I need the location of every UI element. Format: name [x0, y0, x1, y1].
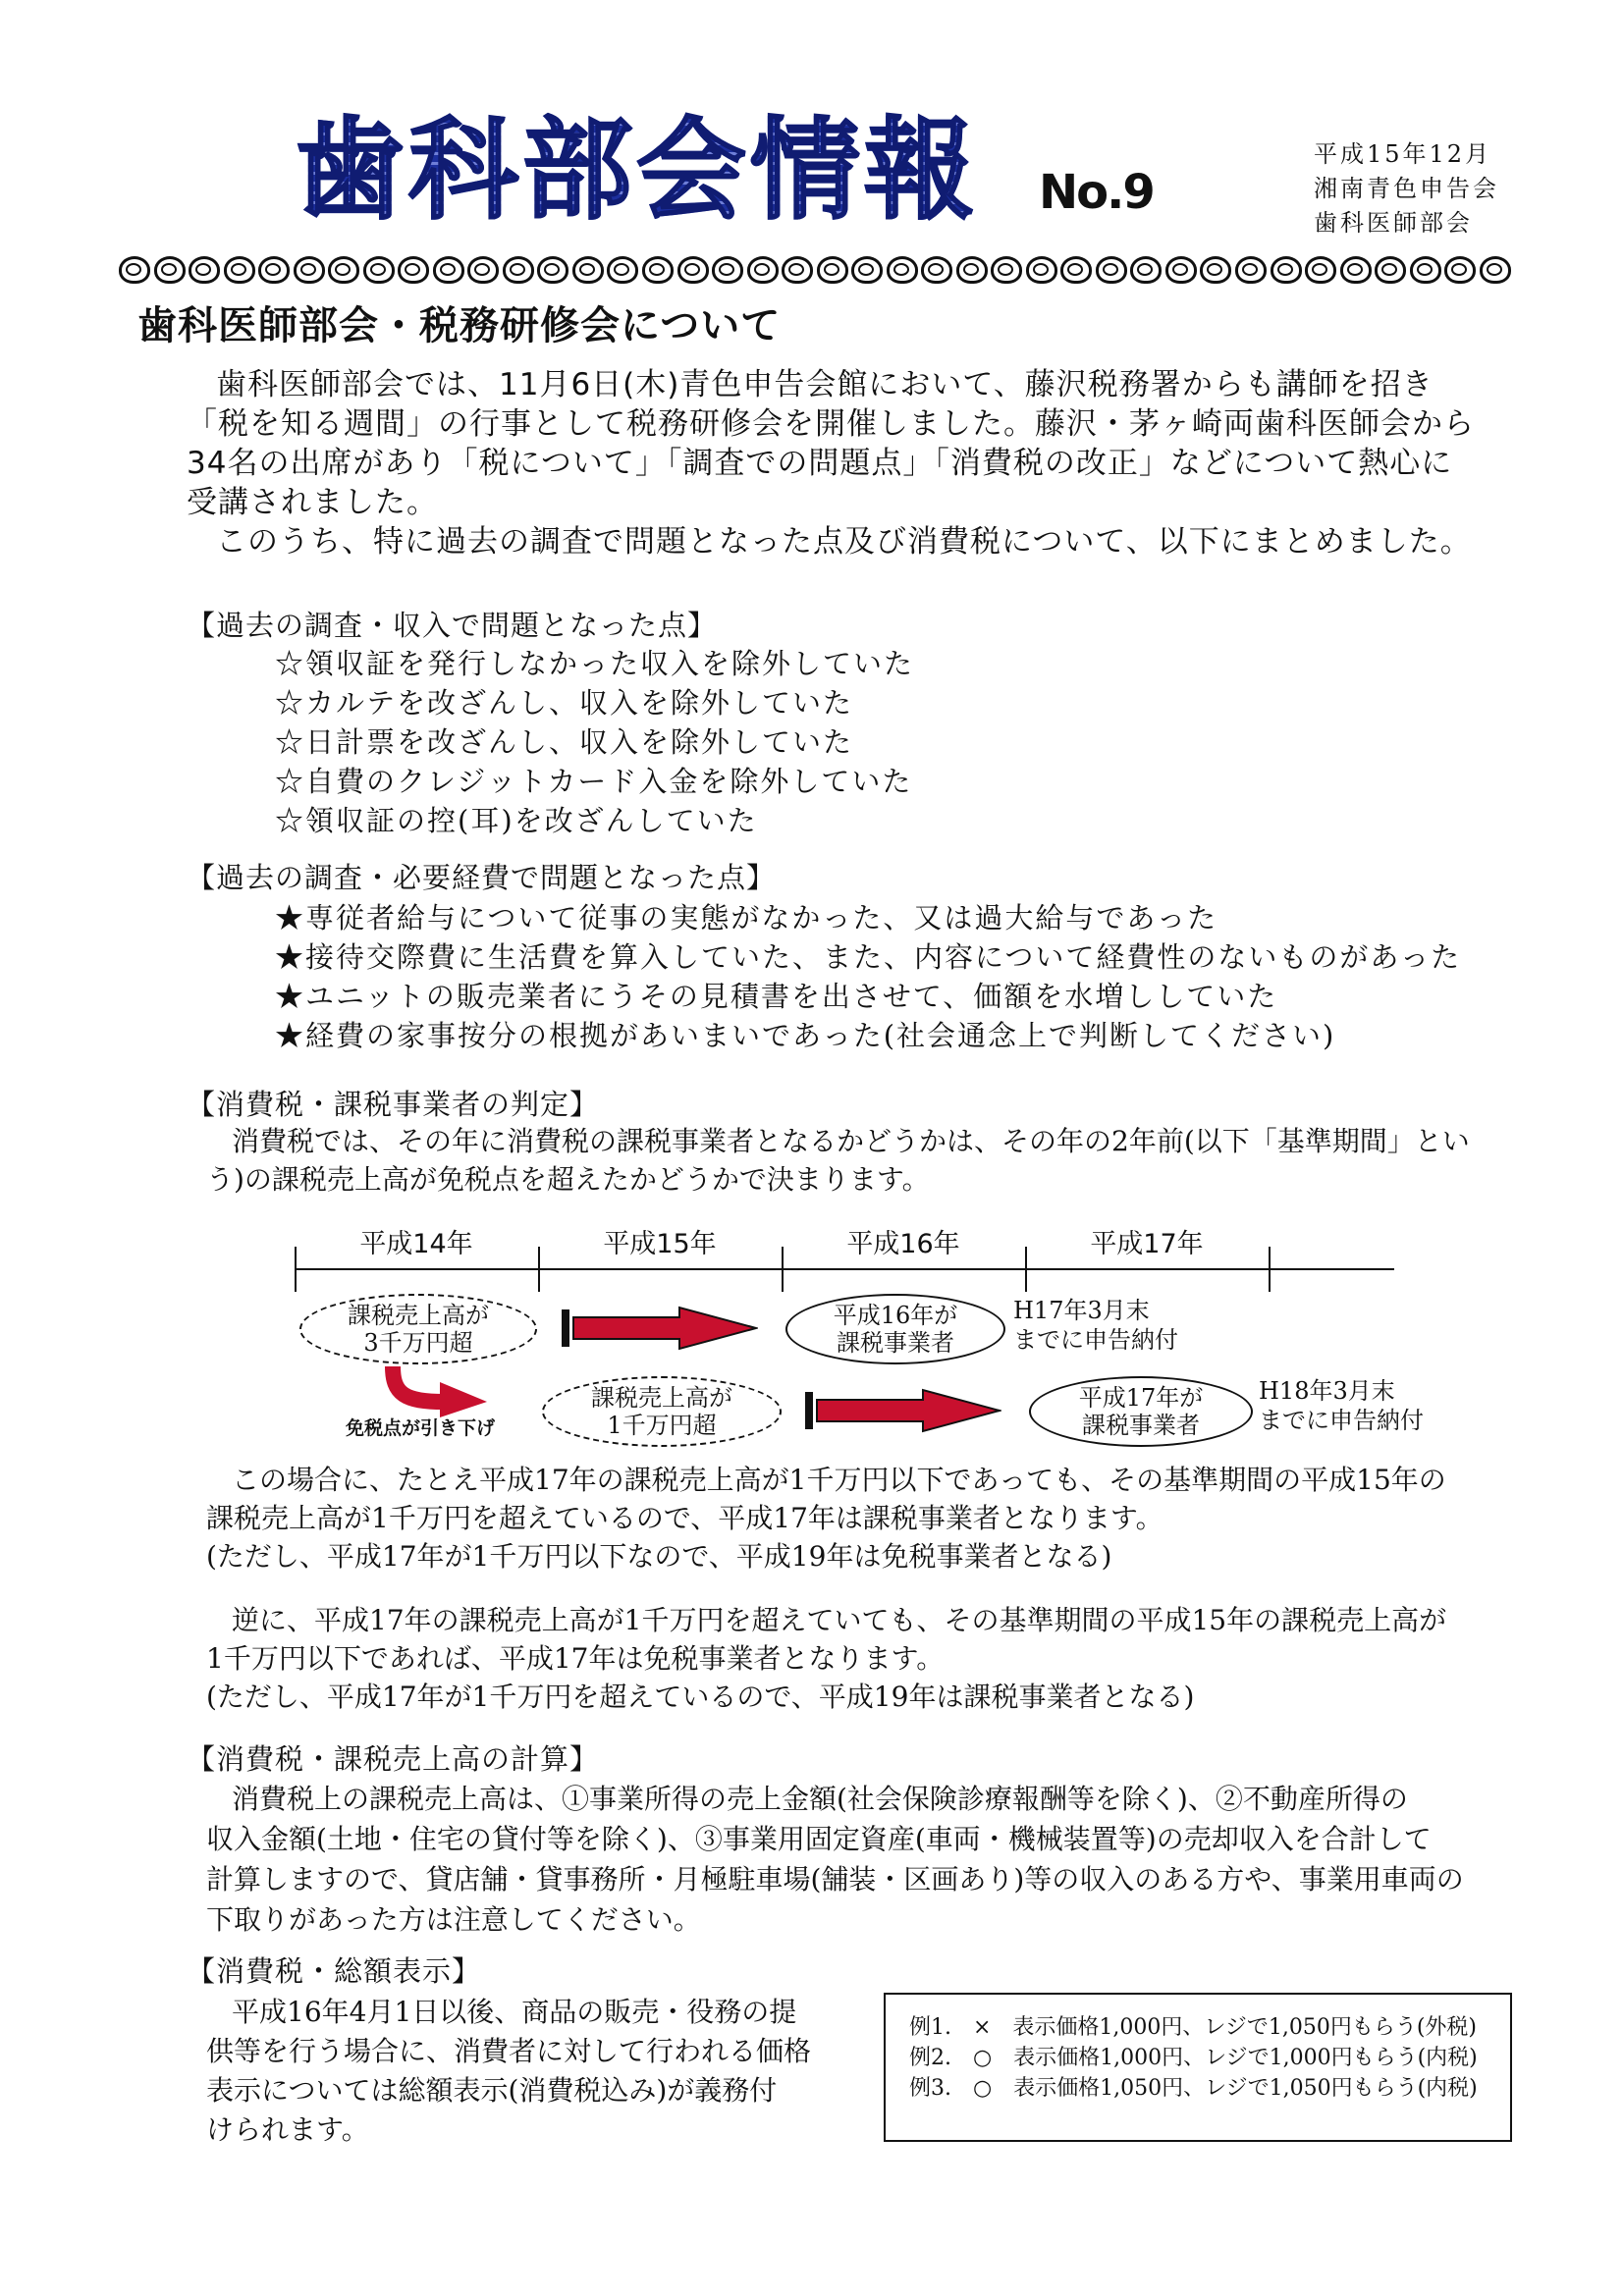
ornament-icon	[186, 253, 219, 283]
example-line: 例1. × 表示価格1,000円、レジで1,050円もらう(外税)	[909, 2015, 1478, 2040]
list-item: ☆領収証の控(耳)を改ざんしていた	[275, 804, 758, 837]
intro-line: 「税を知る週間」の行事として税務研修会を開催しました。藤沢・茅ヶ崎両歯科医師会から	[187, 406, 1475, 442]
intro-line: 受講されました。	[187, 485, 438, 520]
red-arrow-2	[805, 1388, 1001, 1433]
case-line: 1千万円以下であれば、平成17年は免税事業者となります。	[206, 1642, 945, 1675]
timeline-tick	[1269, 1247, 1271, 1292]
ornament-icon	[1302, 253, 1335, 283]
header-date: 平成15年12月	[1314, 140, 1492, 168]
ellipse-line: 3千万円超	[363, 1329, 473, 1357]
ornament-icon	[1337, 253, 1371, 283]
calc-line: 計算しますので、貸店舗・貸事務所・月極駐車場(舗装・区画あり)等の収入のある方や、事業用車両の	[206, 1863, 1464, 1896]
income-list	[275, 644, 914, 840]
list-item: ☆自費のクレジットカード入金を除外していた	[275, 765, 913, 798]
ellipse-line: 課税事業者	[837, 1329, 954, 1357]
note-line: H18年3月末	[1259, 1377, 1395, 1405]
condition-ellipse-1	[299, 1294, 537, 1364]
ellipse-line: 1千万円超	[607, 1412, 717, 1439]
case-line: (ただし、平成17年が1千万円を超えているので、平成19年は課税事業者となる)	[206, 1681, 1195, 1713]
ornament-icon	[500, 253, 533, 283]
ornament-icon	[534, 253, 568, 283]
ellipse-line: 課税事業者	[1082, 1412, 1200, 1439]
note-line: までに申告納付	[1259, 1407, 1424, 1434]
note-line: までに申告納付	[1013, 1326, 1178, 1354]
main-title: 歯科医師部会・税務研修会について	[137, 303, 782, 348]
list-item: ☆領収証を発行しなかった収入を除外していた	[275, 647, 915, 680]
total-heading: 【消費税・総額表示】	[187, 1954, 482, 1988]
intro-paragraph	[187, 365, 1512, 561]
intro-line: 歯科医師部会では、11月6日(木)青色申告会館において、藤沢税務署からも講師を招き	[216, 367, 1434, 402]
ellipse-line: 平成16年が	[833, 1302, 958, 1329]
list-item: ★接待交際費に生活費を算入していた、また、内容について経費性のないものがあった	[275, 940, 1462, 974]
ornament-icon	[639, 253, 673, 283]
timeline-tick	[1025, 1247, 1027, 1292]
deadline-note-2	[1259, 1376, 1424, 1435]
expense-list	[275, 898, 1461, 1055]
list-item: ★ユニットの販売業者にうその見積書を出させて、価額を水増ししていた	[275, 980, 1278, 1013]
case1-paragraph	[206, 1461, 1542, 1575]
calc-line: 下取りがあった方は注意してください。	[206, 1903, 701, 1936]
ornament-icon	[360, 253, 394, 283]
status-ellipse-1	[785, 1294, 1005, 1364]
ornament-icon	[255, 253, 289, 283]
year-label: 平成14年	[359, 1229, 473, 1259]
total-line: 平成16年4月1日以後、商品の販売・役務の提	[232, 1996, 797, 2028]
calc-paragraph	[206, 1779, 1542, 1940]
list-item: ★専従者給与について従事の実態がなかった、又は過大給与であった	[275, 901, 1218, 934]
ornament-icon	[325, 253, 358, 283]
deadline-note-1	[1013, 1296, 1178, 1355]
list-item: ☆日計票を改ざんし、収入を除外していた	[275, 725, 854, 759]
judge-heading: 【消費税・課税事業者の判定】	[187, 1088, 600, 1121]
ornament-icon	[569, 253, 603, 283]
ornament-icon	[675, 253, 708, 283]
example-line: 例2. ○ 表示価格1,000円、レジで1,000円もらう(内税)	[909, 2046, 1478, 2070]
ornament-icon	[151, 253, 185, 283]
total-line: けられます。	[206, 2113, 369, 2146]
ornament-icon	[464, 253, 498, 283]
ornament-icon	[1127, 253, 1161, 283]
calc-heading: 【消費税・課税売上高の計算】	[187, 1742, 600, 1776]
condition-ellipse-2	[542, 1376, 782, 1447]
ornament-icon	[848, 253, 882, 283]
ornament-icon	[918, 253, 951, 283]
example-line: 例3. ○ 表示価格1,050円、レジで1,050円もらう(内税)	[909, 2076, 1478, 2101]
case-line: 逆に、平成17年の課税売上高が1千万円を超えていても、その基準期間の平成15年の課税売上高が	[232, 1604, 1447, 1636]
ornament-icon	[291, 253, 324, 283]
intro-line: このうち、特に過去の調査で問題となった点及び消費税について、以下にまとめました。	[216, 524, 1472, 560]
ornament-icon	[744, 253, 778, 283]
year-label: 平成15年	[603, 1229, 717, 1259]
header-info	[1314, 137, 1499, 240]
total-paragraph	[206, 1993, 864, 2150]
timeline-tick	[782, 1247, 784, 1292]
red-arrow-1	[562, 1306, 758, 1351]
ellipse-line: 課税売上高が	[348, 1302, 489, 1329]
status-ellipse-2	[1029, 1376, 1253, 1447]
intro-line: 34名の出席があり「税について」「調査での問題点」「消費税の改正」などについて熱心に	[187, 446, 1453, 481]
curved-arrow	[385, 1364, 493, 1417]
ornament-divider	[116, 253, 1510, 287]
case-line: この場合に、たとえ平成17年の課税売上高が1千万円以下であっても、その基準期間の平成15年の	[232, 1464, 1446, 1496]
ornament-icon	[1477, 253, 1510, 283]
ornament-icon	[221, 253, 254, 283]
ornament-icon	[604, 253, 637, 283]
example-box	[884, 1993, 1512, 2142]
ornament-icon	[814, 253, 847, 283]
ornament-icon	[779, 253, 812, 283]
timeline-tick	[295, 1247, 297, 1292]
ornament-icon	[1372, 253, 1405, 283]
income-heading: 【過去の調査・収入で問題となった点】	[187, 609, 718, 642]
issue-number: No.9	[1039, 165, 1154, 220]
ornament-icon	[884, 253, 917, 283]
ornament-icon	[709, 253, 742, 283]
case-line: (ただし、平成17年が1千万円以下なので、平成19年は免税事業者となる)	[206, 1540, 1112, 1573]
total-line: 表示については総額表示(消費税込み)が義務付	[206, 2074, 778, 2107]
judge-line: 消費税では、その年に消費税の課税事業者となるかどうかは、その年の2年前(以下「基準期間」とい	[232, 1125, 1470, 1157]
ornament-icon	[953, 253, 987, 283]
ornament-icon	[988, 253, 1021, 283]
year-label: 平成17年	[1090, 1229, 1204, 1259]
ornament-icon	[430, 253, 463, 283]
list-item: ☆カルテを改ざんし、収入を除外していた	[275, 686, 854, 720]
ornament-icon	[1023, 253, 1056, 283]
header-org: 湘南青色申告会	[1314, 175, 1499, 202]
calc-line: 消費税上の課税売上高は、①事業所得の売上金額(社会保険診療報酬等を除く)、②不動産所得の	[232, 1783, 1408, 1815]
year-label: 平成16年	[846, 1229, 960, 1259]
ornament-icon	[1057, 253, 1091, 283]
ornament-icon	[1232, 253, 1266, 283]
total-line: 供等を行う場合に、消費者に対して行われる価格	[206, 2035, 812, 2067]
note-line: H17年3月末	[1013, 1297, 1150, 1324]
header-dept: 歯科医師部会	[1314, 209, 1473, 237]
ornament-icon	[1093, 253, 1126, 283]
ellipse-line: 平成17年が	[1078, 1384, 1204, 1412]
case2-paragraph	[206, 1601, 1542, 1716]
ellipse-line: 課税売上高が	[591, 1384, 732, 1412]
timeline-tick	[538, 1247, 540, 1292]
calc-line: 収入金額(土地・住宅の貸付等を除く)、③事業用固定資産(車両・機械装置等)の売却収入を合計して	[206, 1823, 1432, 1855]
judge-paragraph	[206, 1122, 1542, 1199]
ornament-icon	[395, 253, 428, 283]
ornament-icon	[1268, 253, 1301, 283]
timeline-axis	[295, 1268, 1394, 1270]
judge-line: う)の課税売上高が免税点を超えたかどうかで決まります。	[206, 1163, 930, 1196]
masthead-title: 歯科部会情報	[295, 107, 978, 235]
ornament-icon	[116, 253, 149, 283]
ornament-icon	[1197, 253, 1230, 283]
ornament-icon	[1163, 253, 1196, 283]
list-item: ★経費の家事按分の根拠があいまいであった(社会通念上で判断してください)	[275, 1019, 1336, 1052]
ornament-icon	[1441, 253, 1475, 283]
threshold-label: 免税点が引き下げ	[346, 1417, 496, 1439]
case-line: 課税売上高が1千万円を超えているので、平成17年は課税事業者となります。	[206, 1502, 1163, 1534]
expense-heading: 【過去の調査・必要経費で問題となった点】	[187, 861, 777, 894]
ornament-icon	[1407, 253, 1440, 283]
